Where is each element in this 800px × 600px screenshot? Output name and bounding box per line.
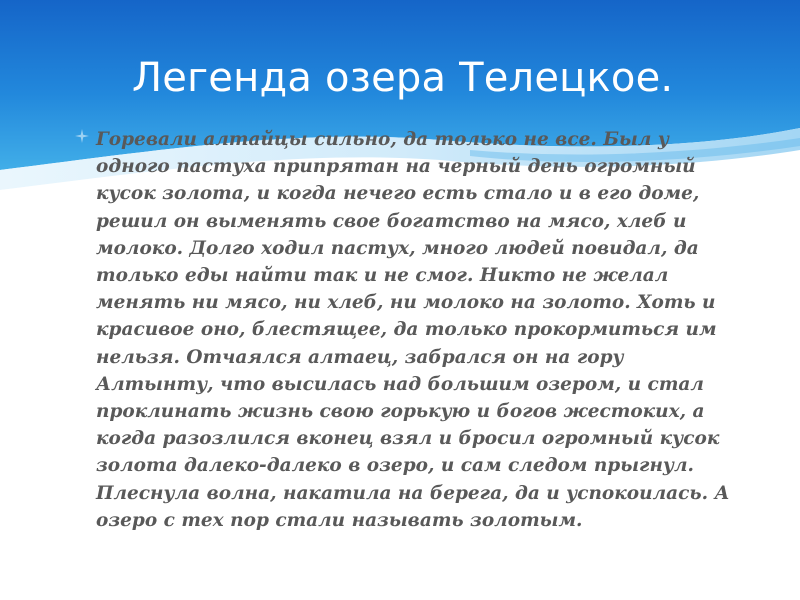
bullet-star-icon [74, 128, 90, 144]
slide-title: Легенда озера Телецкое. [132, 55, 674, 101]
legend-body-text: Горевали алтайцы сильно, да только не все. Был у одного пастуха припрятан на черный день огромный кусок золота, и когда нечего есть стало и в его доме, решил он выменять свое богатство на мясо, хлеб и молоко. Долго ходил пастух, много людей повидал, да только еды найти так и не смог. Никто не желал менять ни мясо, ни хлеб, ни молоко на золото. Хоть и красивое оно, блестящее, да только прокормиться им нельзя. Отчаялся алтаец, забрался он на гору Алтынту, что высилась над большим озером, и стал проклинать жизнь свою горькую и богов жестоких, а когда разозлился вконец взял и бросил огромный кусок золота далеко-далеко в озеро, и сам следом прыгнул. Плеснула волна, накатила на берега, да и успокоилась. А озеро с тех пор стали называть золотым. [96, 129, 730, 531]
